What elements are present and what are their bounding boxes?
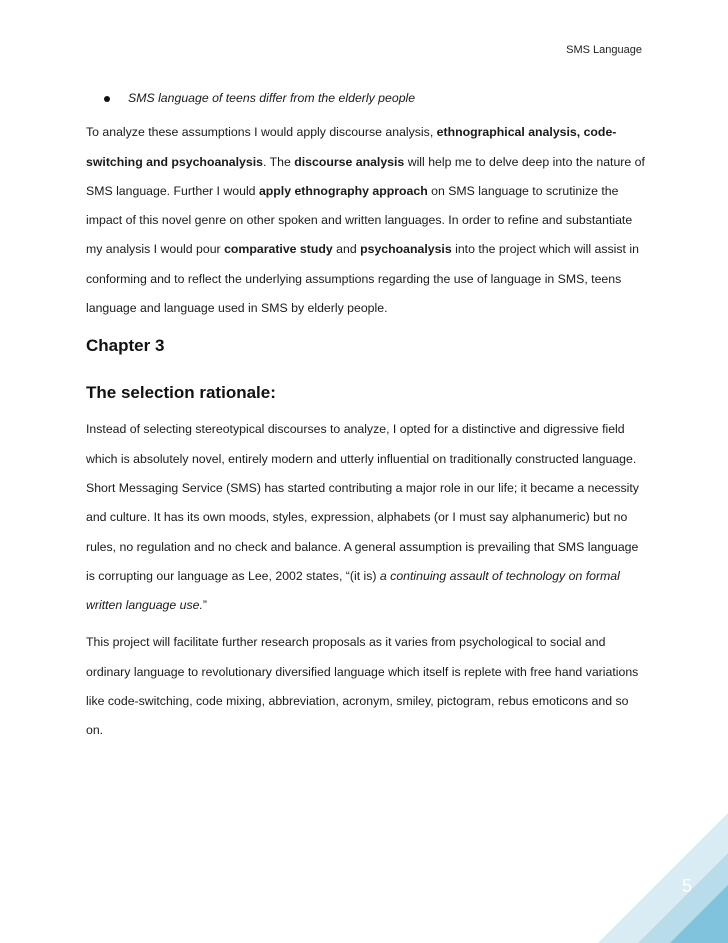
page-header: SMS Language xyxy=(566,44,642,56)
paragraph-analysis xyxy=(86,118,648,323)
bold-run: apply ethnography approach xyxy=(258,183,428,198)
text-run: To analyze these assumptions I would apply discourse analysis, xyxy=(86,125,437,140)
bold-run: psychoanalysis xyxy=(360,242,452,257)
text-run: Instead of selecting stereotypical discourses to analyze, I opted for a distinctive and digressive field which is absolutely novel, entirely modern and utterly influential on traditionally constructed language. Short Messaging Service (SMS) has started contributing a major role in our life; it became a necessity and culture. It has its own moods, styles, expression, alphabets (or I must say alphanumeric) but no rules, no regulation and no check and balance. A general assumption is prevailing that SMS language is corrupting our language as Lee, 2002 states, “(it is) xyxy=(86,422,639,583)
document-body xyxy=(86,84,648,754)
text-run: will help me to delve deep into the nature of SMS language. Further I would xyxy=(86,154,645,198)
text-run: and xyxy=(332,242,361,257)
text-run: into the project which will assist in conforming and to reflect the underlying assumptions regarding the use of language in SMS, teens language and language used in SMS by elderly people. xyxy=(86,242,639,316)
text-run: . The xyxy=(263,154,295,169)
bullet-text: SMS language of teens differ from the elderly people xyxy=(128,91,416,105)
corner-decoration xyxy=(598,813,728,943)
section-heading: The selection rationale: xyxy=(86,383,276,403)
italic-quote: a continuing assault of technology on formal written language use. xyxy=(86,568,620,613)
paragraph-project: This project will facilitate further research proposals as it varies from psychological to social and ordinary language to revolutionary diversified language which itself is replete with free hand variations like code-switching, code mixing, abbreviation, acronym, smiley, pictogram, rebus emoticons and so on. xyxy=(86,635,639,738)
bold-run: ethnographical analysis, code-switching and psychoanalysis xyxy=(86,125,617,169)
text-run: on SMS language to scrutinize the impact of this novel genre on other spoken and written languages. In order to refine and substantiate my analysis I would pour xyxy=(86,183,633,257)
bold-run: discourse analysis xyxy=(294,154,405,169)
chapter-heading: Chapter 3 xyxy=(86,336,165,356)
bullet-dot-icon xyxy=(104,96,110,102)
page-number: 5 xyxy=(681,876,692,896)
paragraph-rationale xyxy=(86,415,648,620)
bold-run: comparative study xyxy=(224,242,333,257)
bullet-item xyxy=(104,84,648,113)
text-run: ” xyxy=(202,598,208,613)
